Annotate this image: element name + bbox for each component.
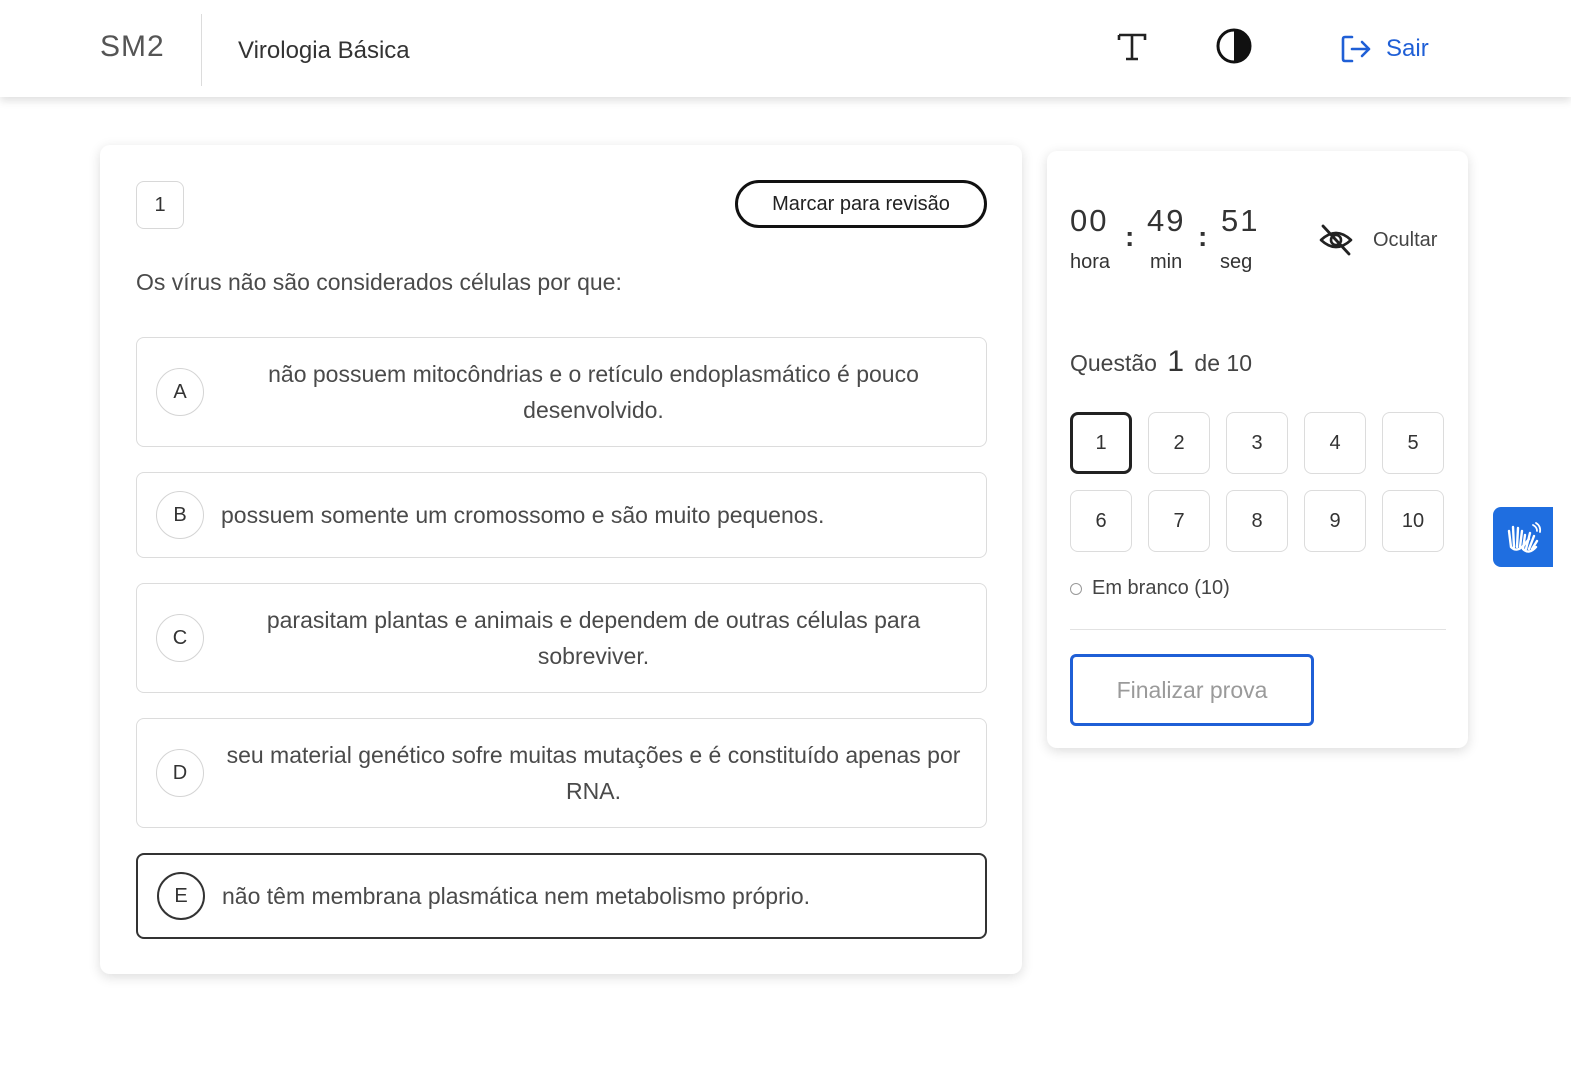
question-nav-button-4[interactable]: 4 bbox=[1304, 412, 1366, 474]
eye-off-icon bbox=[1317, 221, 1355, 259]
legend-label: Em branco (10) bbox=[1092, 577, 1230, 599]
question-nav-button-5[interactable]: 5 bbox=[1382, 412, 1444, 474]
option-text: seu material genético sofre muitas mutações e é constituído apenas por RNA. bbox=[226, 742, 961, 804]
timer-hours: 00 bbox=[1070, 203, 1109, 238]
question-nav-button-3[interactable]: 3 bbox=[1226, 412, 1288, 474]
option-text: parasitam plantas e animais e dependem de outras células para sobreviver. bbox=[266, 607, 921, 669]
hide-timer-button[interactable] bbox=[1317, 219, 1437, 261]
mark-for-review-button[interactable]: Marcar para revisão bbox=[735, 180, 987, 228]
font-size-icon[interactable] bbox=[1114, 28, 1150, 64]
legend-dot bbox=[1070, 583, 1082, 595]
app-logo: SM2 bbox=[100, 30, 165, 63]
question-number-badge: 1 bbox=[136, 181, 184, 229]
option-a[interactable] bbox=[136, 337, 987, 447]
hide-timer-label: Ocultar bbox=[1373, 228, 1438, 251]
question-nav-button-1[interactable]: 1 bbox=[1070, 412, 1132, 474]
option-text: não têm membrana plasmática nem metabolismo próprio. bbox=[222, 883, 811, 909]
top-header bbox=[0, 0, 1571, 97]
legend-blank bbox=[1070, 577, 1230, 600]
option-c[interactable] bbox=[136, 583, 987, 693]
timer-seconds-label: seg bbox=[1220, 251, 1253, 273]
sign-language-button[interactable] bbox=[1493, 507, 1553, 567]
option-b[interactable] bbox=[136, 472, 987, 558]
finish-exam-button[interactable]: Finalizar prova bbox=[1070, 654, 1314, 726]
timer-separator: : bbox=[1198, 221, 1208, 252]
logout-label: Sair bbox=[1386, 35, 1429, 62]
course-title: Virologia Básica bbox=[238, 37, 410, 64]
option-text: não possuem mitocôndrias e o retículo endoplasmático é pouco desenvolvido. bbox=[268, 361, 919, 423]
option-letter: B bbox=[156, 491, 204, 539]
contrast-icon[interactable] bbox=[1215, 27, 1253, 65]
logout-button[interactable] bbox=[1338, 29, 1429, 69]
option-letter: E bbox=[157, 872, 205, 920]
option-letter: A bbox=[156, 368, 204, 416]
counter-middle: de bbox=[1194, 350, 1221, 376]
timer-separator: : bbox=[1125, 221, 1135, 252]
question-counter bbox=[1070, 345, 1252, 379]
question-nav-button-7[interactable]: 7 bbox=[1148, 490, 1210, 552]
question-nav-button-8[interactable]: 8 bbox=[1226, 490, 1288, 552]
counter-prefix: Questão bbox=[1070, 350, 1157, 376]
timer-hours-label: hora bbox=[1070, 251, 1111, 273]
option-e[interactable] bbox=[136, 853, 987, 939]
counter-total: 10 bbox=[1226, 350, 1252, 376]
counter-current: 1 bbox=[1167, 345, 1185, 378]
logout-icon bbox=[1338, 31, 1374, 67]
question-nav-button-6[interactable]: 6 bbox=[1070, 490, 1132, 552]
option-d[interactable] bbox=[136, 718, 987, 828]
question-nav-button-9[interactable]: 9 bbox=[1304, 490, 1366, 552]
option-text: possuem somente um cromossomo e são muito pequenos. bbox=[221, 502, 825, 528]
header-divider bbox=[201, 14, 202, 86]
sign-language-hands-icon bbox=[1503, 517, 1543, 557]
option-letter: C bbox=[156, 614, 204, 662]
side-divider bbox=[1070, 629, 1446, 630]
question-card bbox=[100, 145, 1022, 974]
timer-minutes: 49 bbox=[1147, 203, 1186, 238]
option-letter: D bbox=[156, 749, 204, 797]
timer-seconds: 51 bbox=[1221, 203, 1260, 238]
question-nav-button-2[interactable]: 2 bbox=[1148, 412, 1210, 474]
exam-side-panel bbox=[1047, 151, 1468, 748]
question-nav-button-10[interactable]: 10 bbox=[1382, 490, 1444, 552]
question-text: Os vírus não são considerados células por que: bbox=[136, 269, 622, 295]
timer-minutes-label: min bbox=[1150, 251, 1183, 273]
